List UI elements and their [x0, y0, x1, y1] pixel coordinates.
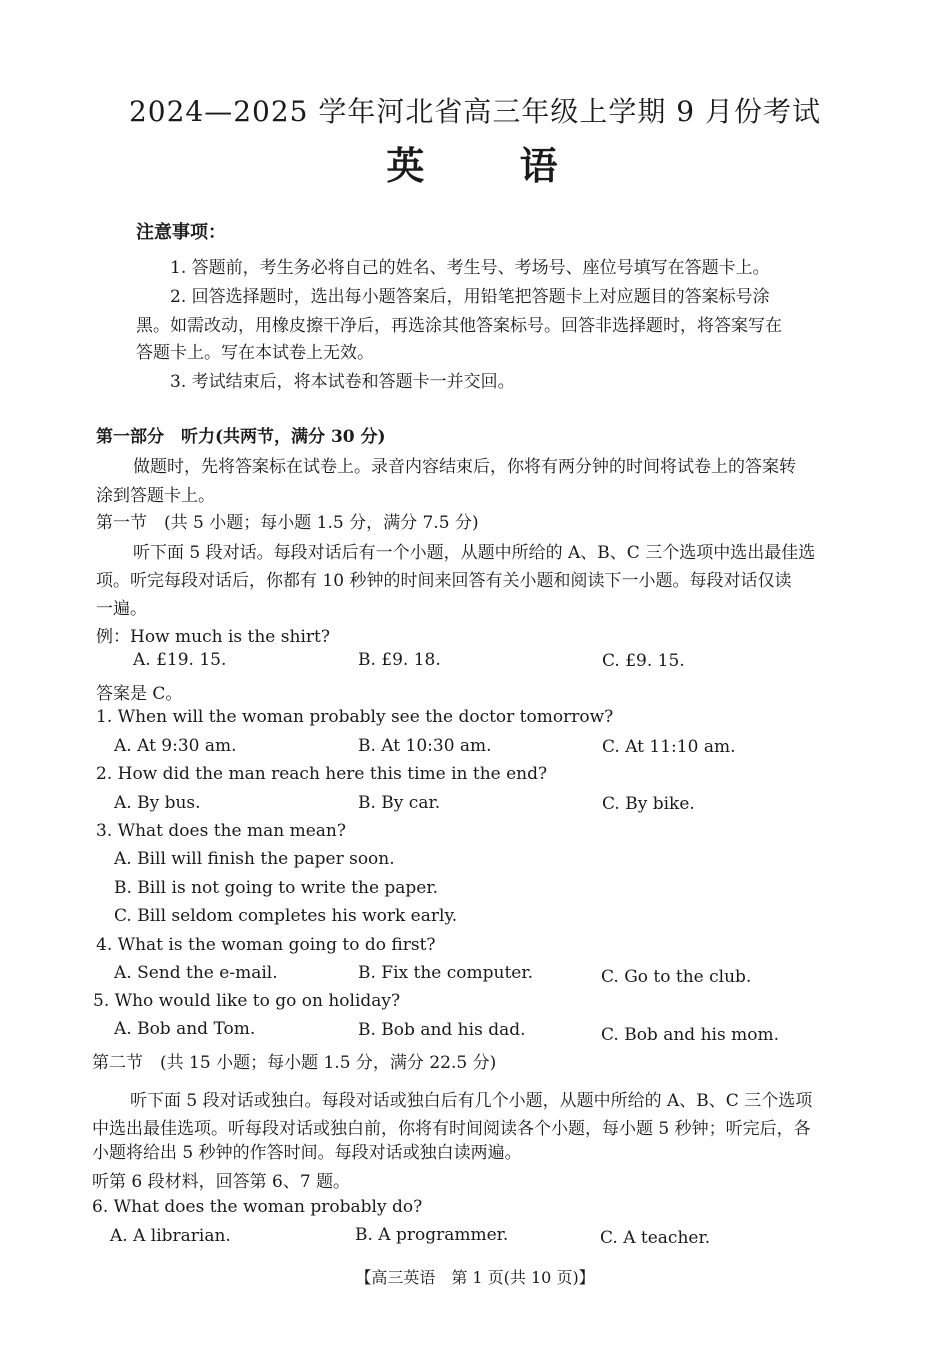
q2-option-b: B. By car.: [358, 793, 441, 813]
section2-instr-line: 听下面 5 段对话或独白。每段对话或独白后有几个小题，从题中所给的 A、B、C 三个选项: [130, 1091, 813, 1111]
notice-line: 3. 考试结束后，将本试卷和答题卡一并交回。: [170, 372, 515, 392]
q3-option-b: B. Bill is not going to write the paper.: [114, 878, 439, 898]
notice-line: 2. 回答选择题时，选出每小题答案后，用铅笔把答题卡上对应题目的答案标号涂: [170, 287, 770, 307]
material-6-label: 听第 6 段材料，回答第 6、7 题。: [92, 1172, 351, 1192]
q6-option-a: A. A librarian.: [110, 1226, 231, 1246]
notice-line: 1. 答题前，考生务必将自己的姓名、考生号、考场号、座位号填写在答题卡上。: [170, 258, 770, 278]
q3-option-a: A. Bill will finish the paper soon.: [114, 849, 395, 869]
exam-title: 2024—2025 学年河北省高三年级上学期 9 月份考试: [128, 95, 822, 128]
q1-option-b: B. At 10:30 am.: [358, 736, 492, 756]
question-6: 6. What does the woman probably do?: [92, 1197, 423, 1217]
notice-heading: 注意事项：: [136, 222, 226, 243]
question-3: 3. What does the man mean?: [96, 821, 346, 841]
q6-option-c: C. A teacher.: [600, 1228, 711, 1248]
part1-heading: 第一部分 听力(共两节，满分 30 分): [96, 427, 386, 447]
section2-instr-line: 中选出最佳选项。听每段对话或独白前，你将有时间阅读各个小题，每小题 5 秒钟；听完后，各: [92, 1119, 811, 1139]
example-option-b: B. £9. 18.: [358, 650, 441, 670]
q5-option-a: A. Bob and Tom.: [114, 1019, 256, 1039]
q4-option-b: B. Fix the computer.: [358, 963, 534, 983]
question-1: 1. When will the woman probably see the doctor tomorrow?: [96, 707, 614, 727]
example-question: 例：How much is the shirt?: [96, 627, 330, 647]
example-answer: 答案是 C。: [96, 684, 183, 704]
q5-option-c: C. Bob and his mom.: [601, 1025, 779, 1045]
q1-option-c: C. At 11:10 am.: [602, 737, 736, 757]
notice-line: 黑。如需改动，用橡皮擦干净后，再选涂其他答案标号。回答非选择题时，将答案写在: [136, 316, 782, 336]
section1-instr-line: 项。听完每段对话后，你都有 10 秒钟的时间来回答有关小题和阅读下一小题。每段对话仅读: [96, 571, 792, 591]
example-option-a: A. £19. 15.: [133, 650, 227, 670]
section1-instr-line: 一遍。: [96, 599, 147, 619]
section2-instr-line: 小题将给出 5 秒钟的作答时间。每段对话或独白读两遍。: [92, 1143, 522, 1163]
q4-option-c: C. Go to the club.: [601, 967, 752, 987]
question-4: 4. What is the woman going to do first?: [96, 935, 436, 955]
part1-intro-line: 做题时，先将答案标在试卷上。录音内容结束后，你将有两分钟的时间将试卷上的答案转: [133, 457, 796, 477]
section1-instr-line: 听下面 5 段对话。每段对话后有一个小题，从题中所给的 A、B、C 三个选项中选出最佳选: [133, 543, 816, 563]
q4-option-a: A. Send the e-mail.: [114, 963, 278, 983]
q2-option-a: A. By bus.: [114, 793, 201, 813]
q2-option-c: C. By bike.: [602, 794, 695, 814]
example-option-c: C. £9. 15.: [602, 651, 685, 671]
q1-option-a: A. At 9:30 am.: [114, 736, 237, 756]
section1-heading: 第一节 (共 5 小题；每小题 1.5 分，满分 7.5 分): [96, 513, 479, 533]
question-5: 5. Who would like to go on holiday?: [93, 991, 401, 1011]
q5-option-b: B. Bob and his dad.: [358, 1020, 526, 1040]
subject-title: 英 语: [386, 143, 564, 188]
part1-intro-line: 涂到答题卡上。: [96, 486, 215, 506]
notice-line: 答题卡上。写在本试卷上无效。: [136, 343, 374, 363]
q6-option-b: B. A programmer.: [355, 1225, 509, 1245]
section2-heading: 第二节 (共 15 小题；每小题 1.5 分，满分 22.5 分): [92, 1053, 497, 1073]
page-footer: 【高三英语 第 1 页(共 10 页)】: [355, 1268, 595, 1287]
q3-option-c: C. Bill seldom completes his work early.: [114, 906, 458, 926]
question-2: 2. How did the man reach here this time in the end?: [96, 764, 548, 784]
